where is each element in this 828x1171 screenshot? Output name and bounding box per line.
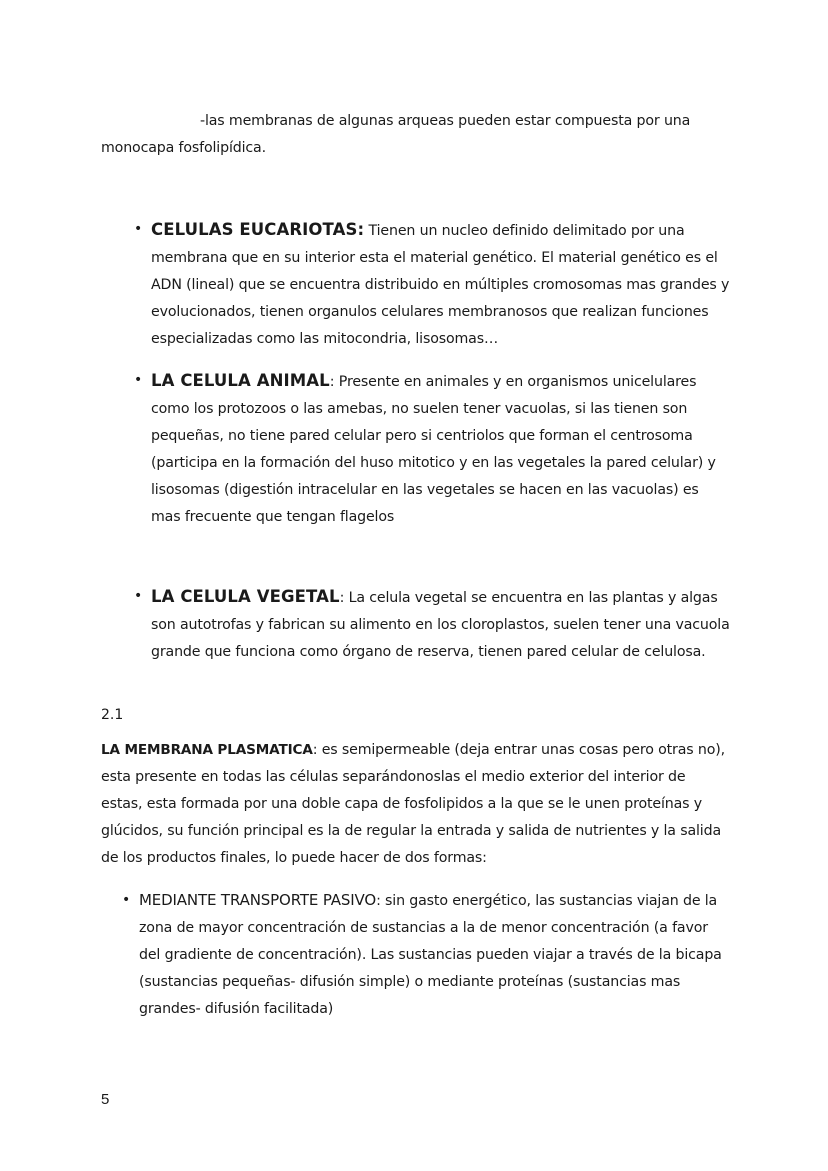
bullet-eucariotas	[134, 216, 731, 353]
list-item	[134, 583, 731, 666]
bullet-transporte-pasivo	[122, 887, 731, 1023]
bullet-animal	[134, 367, 731, 531]
vegetal-text: : La celula vegetal se encuentra en las plantas y algas son autotrofas y fabrican su alimento en los cloroplastos, suelen tener una vacuola grande que funciona como órgano de reserva, tienen pared celular de celulosa.	[151, 590, 730, 660]
list-item	[122, 887, 731, 1023]
bullet-icon: •	[134, 372, 143, 388]
eucariotas-heading: CELULAS EUCARIOTAS:	[151, 220, 365, 239]
membrana-paragraph	[101, 737, 731, 872]
bullet-icon: •	[134, 221, 143, 237]
membrana-text: : es semipermeable (deja entrar unas cosas pero otras no), esta presente en todas las células separándonoslas el medio exterior del interior de estas, esta formada por una doble capa de fosfolipidos a la que se le unen proteínas y glúcidos, su función principal es la de regular la entrada y salida de nutrientes y la salida de los productos finales, lo puede hacer de dos formas:	[101, 742, 726, 866]
pasivo-heading: MEDIANTE TRANSPORTE PASIVO	[139, 891, 377, 909]
pasivo-text: : sin gasto energético, las sustancias viajan de la zona de mayor concentración de sustancias a la de menor concentración (a favor del gradiente de concentración). Las sustancias pueden viajar a través de la bicapa (sustancias pequeñas- difusión simple) o mediante proteínas (sustancias mas grandes- difusión facilitada)	[139, 893, 722, 1017]
list-item	[134, 367, 731, 531]
vegetal-heading: LA CELULA VEGETAL	[151, 587, 340, 606]
section-number: 2.1	[101, 707, 124, 723]
list-item	[134, 216, 731, 353]
page-number: 5	[101, 1091, 110, 1108]
eucariotas-text: Tienen un nucleo definido delimitado por una membrana que en su interior esta el material genético. El material genético es el ADN (lineal) que se encuentra distribuido en múltiples cromosomas mas grandes y evolucionados, tienen organulos celulares membranosos que realizan funciones especializadas como las mitocondria, lisosomas…	[151, 223, 730, 347]
animal-text: : Presente en animales y en organismos unicelulares como los protozoos o las amebas, no suelen tener vacuolas, si las tienen son pequeñas, no tiene pared celular pero si centriolos que forman el centrosoma (participa en la formación del huso mitotico y en las vegetales la pared celular) y lisosomas (digestión intracelular en las vegetales se hacen en las vacuolas) es mas frecuente que tengan flagelos	[151, 374, 716, 525]
bullet-icon: •	[134, 588, 143, 604]
intro-paragraph: -las membranas de algunas arqueas pueden estar compuesta por una monocapa fosfolipídica.	[101, 113, 691, 156]
bullet-icon: •	[122, 892, 131, 908]
bullet-vegetal	[134, 583, 731, 666]
membrana-heading: LA MEMBRANA PLASMATICA	[101, 742, 313, 758]
animal-heading: LA CELULA ANIMAL	[151, 371, 330, 390]
